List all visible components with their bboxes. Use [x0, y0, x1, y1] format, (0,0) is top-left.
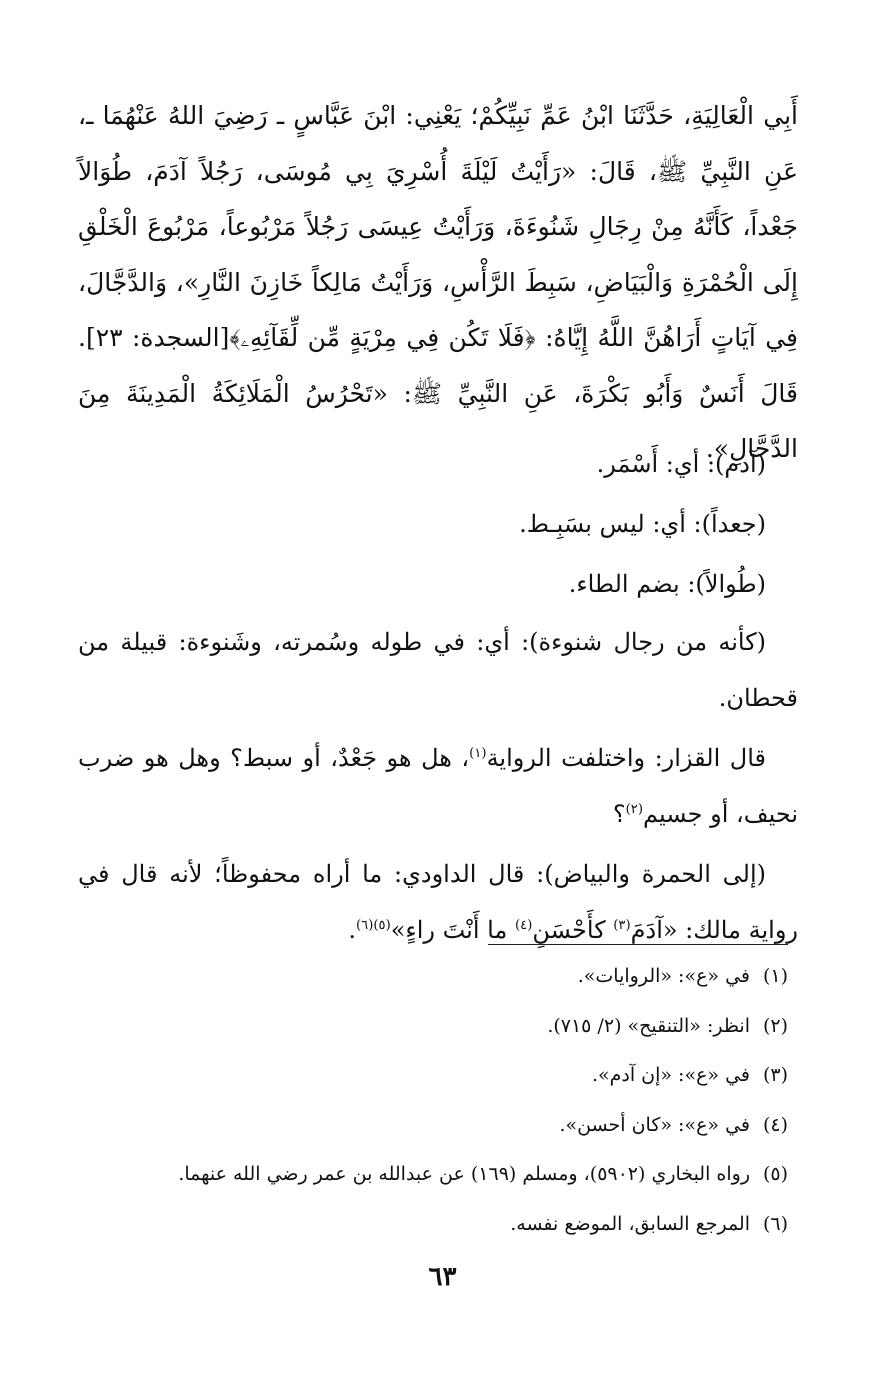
footnote-number: (٦): [762, 1212, 788, 1235]
page-number: ٦٣: [428, 1262, 457, 1292]
footnote-number: (٢): [762, 1014, 788, 1037]
note-tiwalan: (طُوالاً): بضم الطاء.: [568, 570, 766, 598]
footnote-ref-4[interactable]: (٤): [514, 918, 533, 933]
footnote-ref-2[interactable]: (٢): [625, 802, 644, 817]
note-shanuah: (كأنه من رجال شنوءة): أي: في طوله وسُمرته، وشَنوءة: قبيلة من قحطان.: [78, 628, 798, 712]
footnote-text: رواه البخاري (٥٩٠٢)، ومسلم (١٦٩) عن عبدالله بن عمر رضي الله عنهما.: [178, 1163, 750, 1185]
note-dawudi: [78, 846, 798, 958]
footnote-item: [40, 1204, 788, 1254]
note-qazzaz: [78, 730, 798, 842]
footnote-ref-1[interactable]: (١): [469, 746, 487, 761]
footnote-number: (٥): [762, 1163, 788, 1185]
footnote-separator: [488, 944, 788, 945]
dawudi-text-mid1: كأَحْسَنِ: [532, 916, 614, 944]
footnote-ref-5-6[interactable]: (٥)(٦): [355, 918, 391, 933]
footnote-item: [40, 1055, 788, 1105]
footnote-item: [40, 1006, 788, 1056]
dawudi-text-end: .: [348, 916, 356, 944]
dawudi-text-mid2: ما أَنْتَ راءٍ»: [390, 916, 515, 944]
footnote-item: [40, 956, 788, 1006]
qazzaz-text-middle: ، هل هو جَعْدٌ، أو سبط؟ وهل هو ضرب نحيف، أو جسيم: [78, 744, 798, 828]
commentary-block: [78, 434, 798, 962]
qazzaz-text-end: ؟: [612, 800, 626, 828]
footnote-item: [40, 1105, 788, 1155]
footnote-text: انظر: «التنقيح» (٢/ ٧١٥).: [547, 1014, 750, 1037]
footnote-number: (٤): [762, 1113, 788, 1136]
qazzaz-text-start: قال القزار: واختلفت الرواية: [486, 744, 766, 772]
footnote-number: (٣): [762, 1064, 788, 1086]
dawudi-text-start: (إلى الحمرة والبياض): قال الداودي: ما أراه محفوظاً؛ لأنه قال في رواية مالك: «آدَمَ: [78, 860, 798, 944]
hadith-text-block: [78, 88, 798, 477]
footnote-text: في «ع»: «الروايات».: [577, 965, 750, 987]
footnote-ref-3[interactable]: (٣): [613, 918, 631, 933]
footnote-text: في «ع»: «إن آدم».: [591, 1064, 750, 1086]
footnote-text: المرجع السابق، الموضع نفسه.: [510, 1212, 750, 1235]
footnotes-list: [40, 956, 788, 1253]
hadith-paragraph: أَبِي الْعَالِيَةِ، حَدَّثَنَا ابْنُ عَمِّ نَبِيِّكُمْ؛ يَعْنِي: ابْنَ عَبَّاسٍ ـ رَضِيَ اللهُ عَنْهُمَا ـ، عَنِ النَّبِيِّ ﷺ، قَالَ: «رَأَيْتُ لَيْلَةَ أُسْرِيَ بِي مُوسَى، رَجُلاً آدَمَ، طُوَالاً جَعْداً، كَأَنَّهُ مِنْ رِجَالِ شَنُوءَةَ، وَرَأَيْتُ عِيسَى رَجُلاً مَرْبُوعاً، مَرْبُوعَ الْخَلْقِ إِلَى الْحُمْرَةِ وَالْبَيَاضِ، سَبِطَ الرَّأْسِ، وَرَأَيْتُ مَالِكاً خَازِنَ النَّارِ»، وَالدَّجَّالَ، فِي آيَاتٍ أَرَاهُنَّ اللَّهُ إِيَّاهُ: ﴿فَلَا تَكُن فِي مِرْيَةٍ مِّن لِّقَآئِهِۦ﴾[السجدة: ٢٣]. قَالَ أَنَسٌ وَأَبُو بَكْرَةَ، عَنِ النَّبِيِّ ﷺ: «تَحْرُسُ الْمَلَائِكَةُ الْمَدِينَةَ مِنَ الدَّجَّالِ».: [78, 101, 798, 463]
note-jadan: (جعداً): أي: ليس بسَبِـط.: [519, 510, 766, 538]
footnote-number: (١): [762, 965, 788, 987]
footnote-text: في «ع»: «كان أحسن».: [559, 1113, 750, 1136]
footnote-item: [40, 1154, 788, 1204]
note-adam: (آدم): أي: أَسْمَر.: [596, 450, 766, 478]
